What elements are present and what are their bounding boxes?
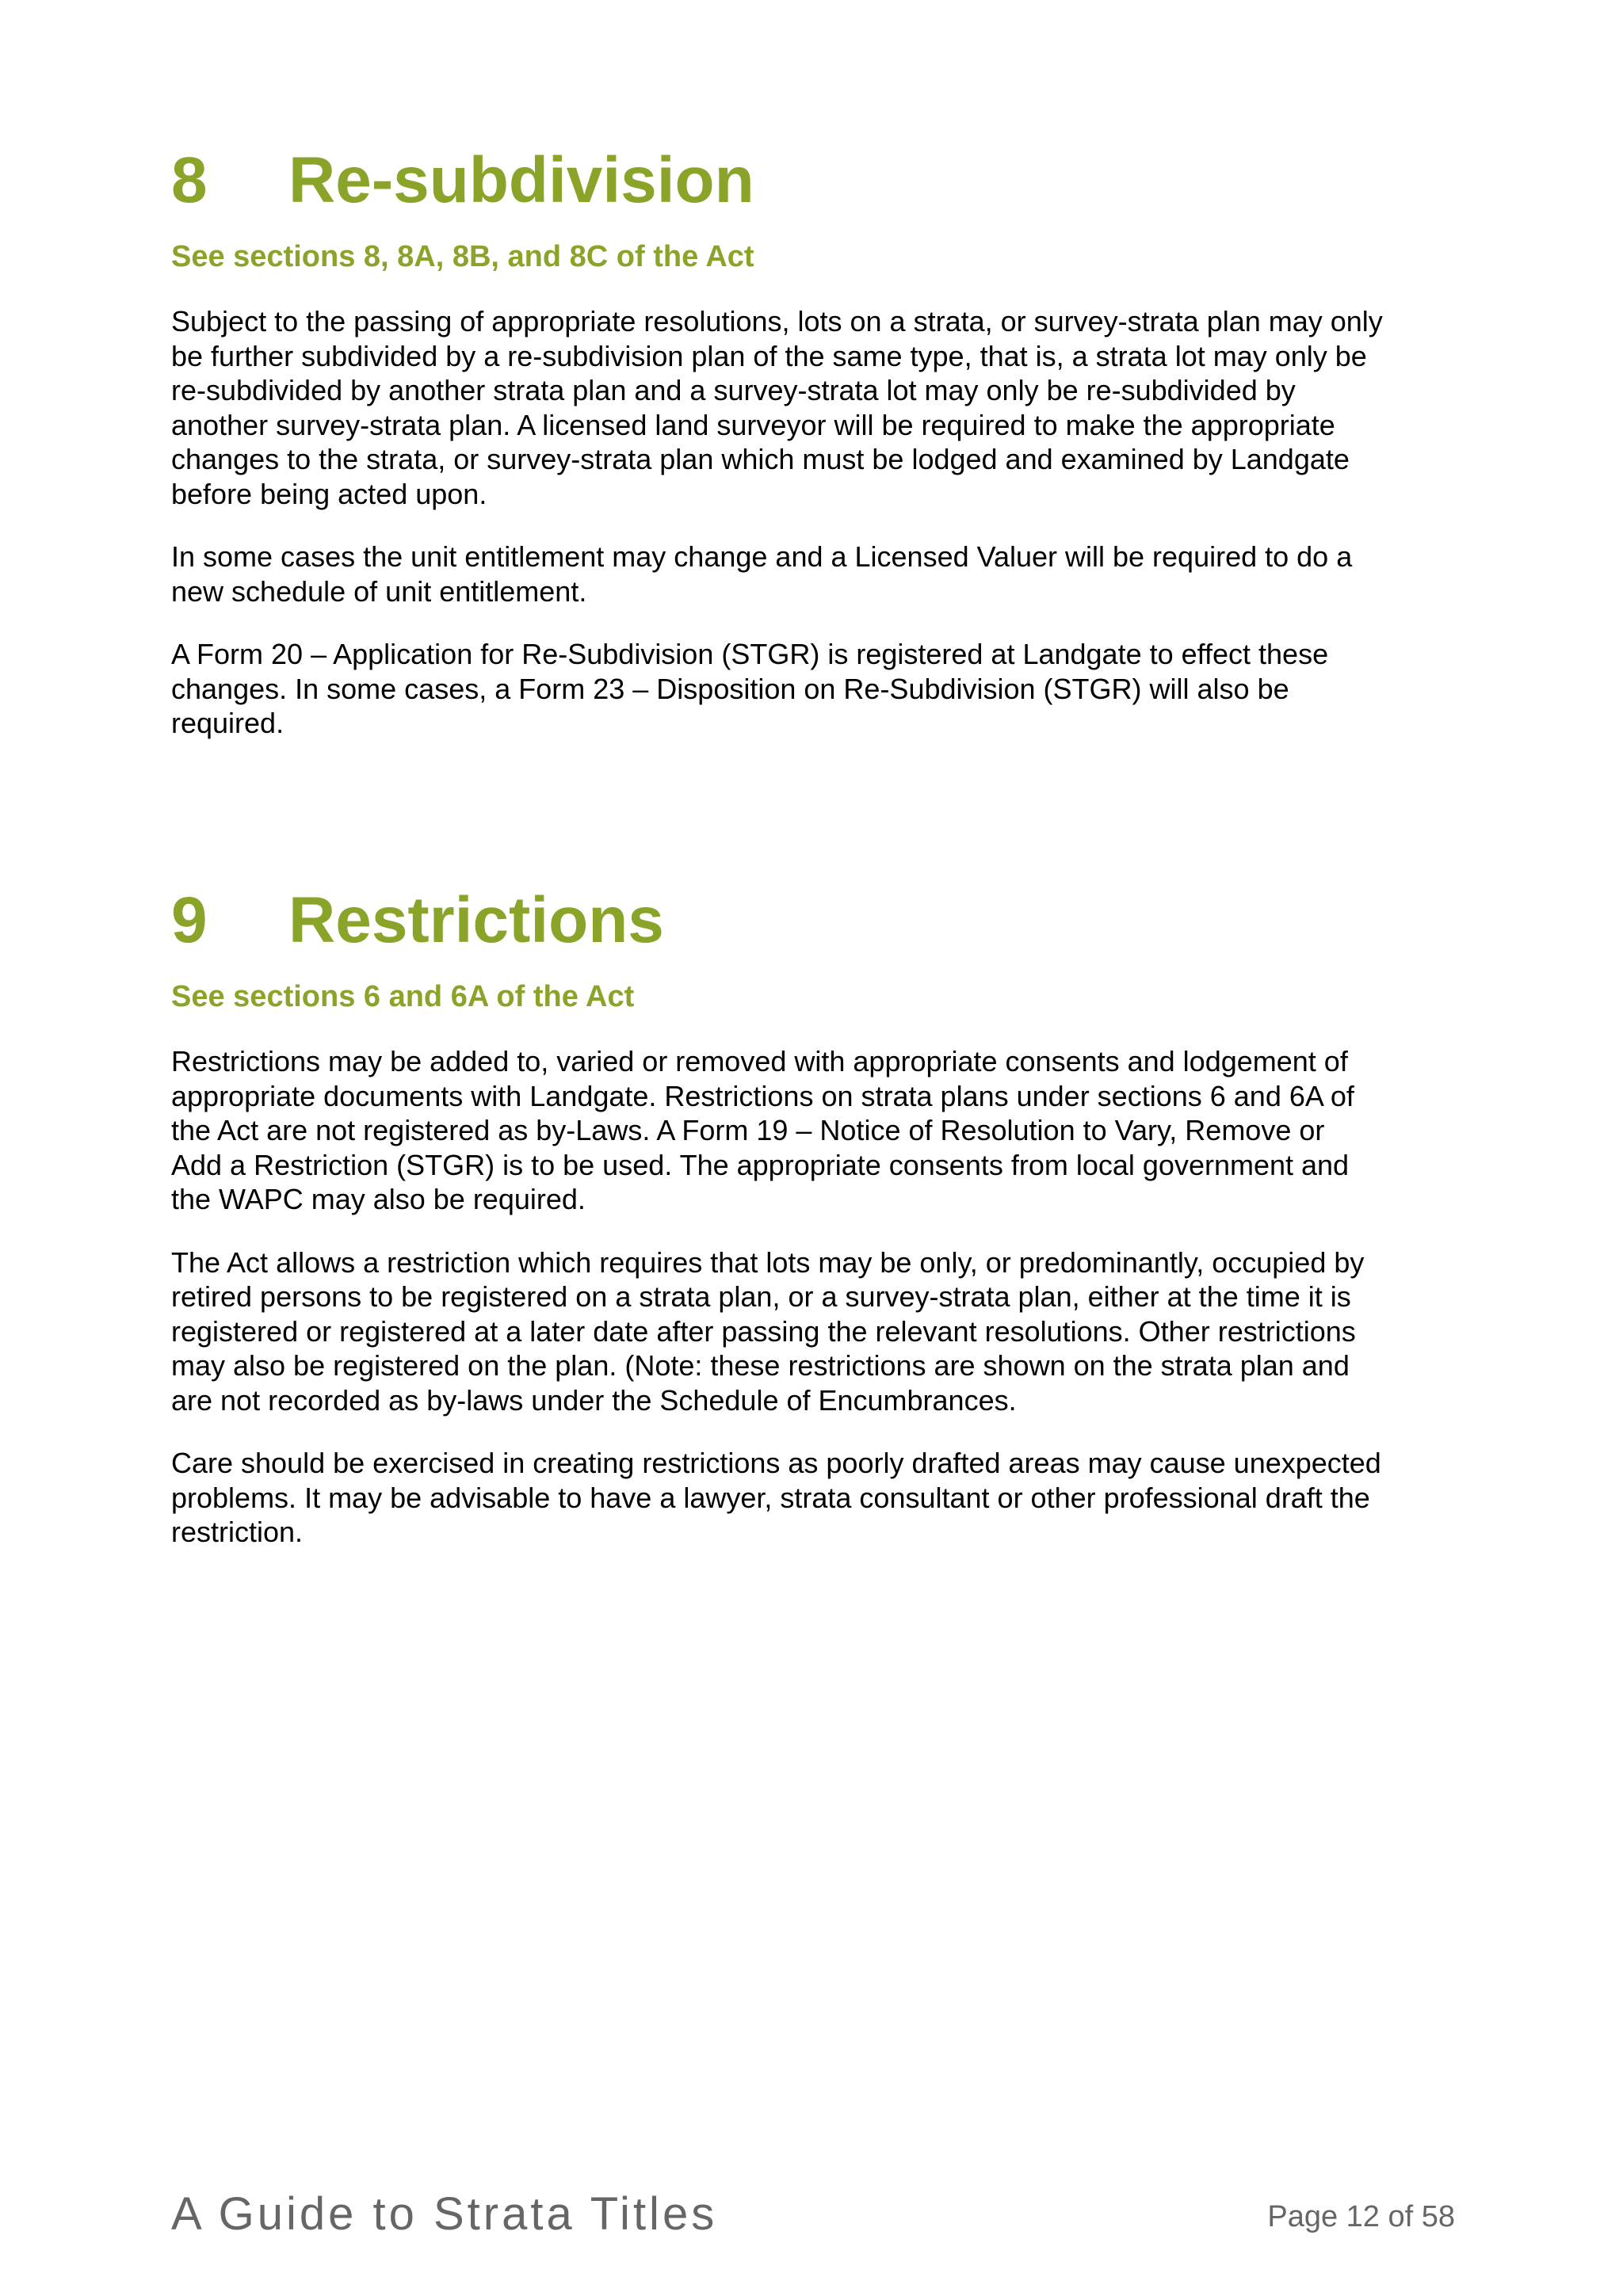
paragraph: In some cases the unit entitlement may change and a Licensed Valuer will be required to do a new schedule of unit entitlement. bbox=[171, 540, 1353, 608]
document-title: A Guide to Strata Titles bbox=[171, 2188, 718, 2240]
paragraph: Care should be exercised in creating restrictions as poorly drafted areas may cause unexpected problems. It may be advisable to have a lawyer, strata consultant or other professional draft the restriction. bbox=[171, 1447, 1381, 1548]
page-number: Page 12 of 58 bbox=[1267, 2200, 1455, 2233]
section-heading bbox=[171, 141, 1455, 220]
section-number: 9 bbox=[171, 884, 208, 956]
section-restrictions bbox=[171, 881, 1455, 1550]
paragraph: Subject to the passing of appropriate resolutions, lots on a strata, or survey-strata plan may only be further subdivided by a re-subdivision plan of the same type, that is, a strata lot may only be re-subdivided by another strata plan and a survey-strata lot may only be re-subdivided by another survey-strata plan. A licensed land surveyor will be required to make the appropriate changes to the strata, or survey-strata plan which must be lodged and examined by Landgate before being acted upon. bbox=[171, 305, 1383, 510]
section-subtitle: See sections 8, 8A, 8B, and 8C of the Act bbox=[171, 240, 754, 273]
section-number: 8 bbox=[171, 144, 208, 216]
section-title: Restrictions bbox=[288, 884, 664, 956]
paragraph: A Form 20 – Application for Re-Subdivision (STGR) is registered at Landgate to effect these changes. In some cases, a Form 23 – Disposition on Re-Subdivision (STGR) will also be required. bbox=[171, 638, 1329, 739]
section-re-subdivision bbox=[171, 141, 1455, 741]
paragraph: The Act allows a restriction which requires that lots may be only, or predominantly, occupied by retired persons to be registered on a strata plan, or a survey-strata plan, either at the time it is registered or registered at a later date after passing the relevant resolutions. Other restrictions may also be registered on the plan. (Note: these restrictions are shown on the strata plan and are not recorded as by-laws under the Schedule of Encumbrances. bbox=[171, 1245, 1365, 1417]
page-footer bbox=[171, 2187, 1455, 2242]
section-subtitle: See sections 6 and 6A of the Act bbox=[171, 980, 635, 1013]
paragraph: Restrictions may be added to, varied or removed with appropriate consents and lodgement of appropriate documents with Landgate. Restrictions on strata plans under sections 6 and 6A of the Act are not registered as by-Laws. A Form 19 – Notice of Resolution to Vary, Remove or Add a Restriction (STGR) is to be used. The appropriate consents from local government and the WAPC may also be required. bbox=[171, 1045, 1354, 1215]
section-heading bbox=[171, 881, 1455, 960]
section-title: Re-subdivision bbox=[288, 144, 754, 216]
